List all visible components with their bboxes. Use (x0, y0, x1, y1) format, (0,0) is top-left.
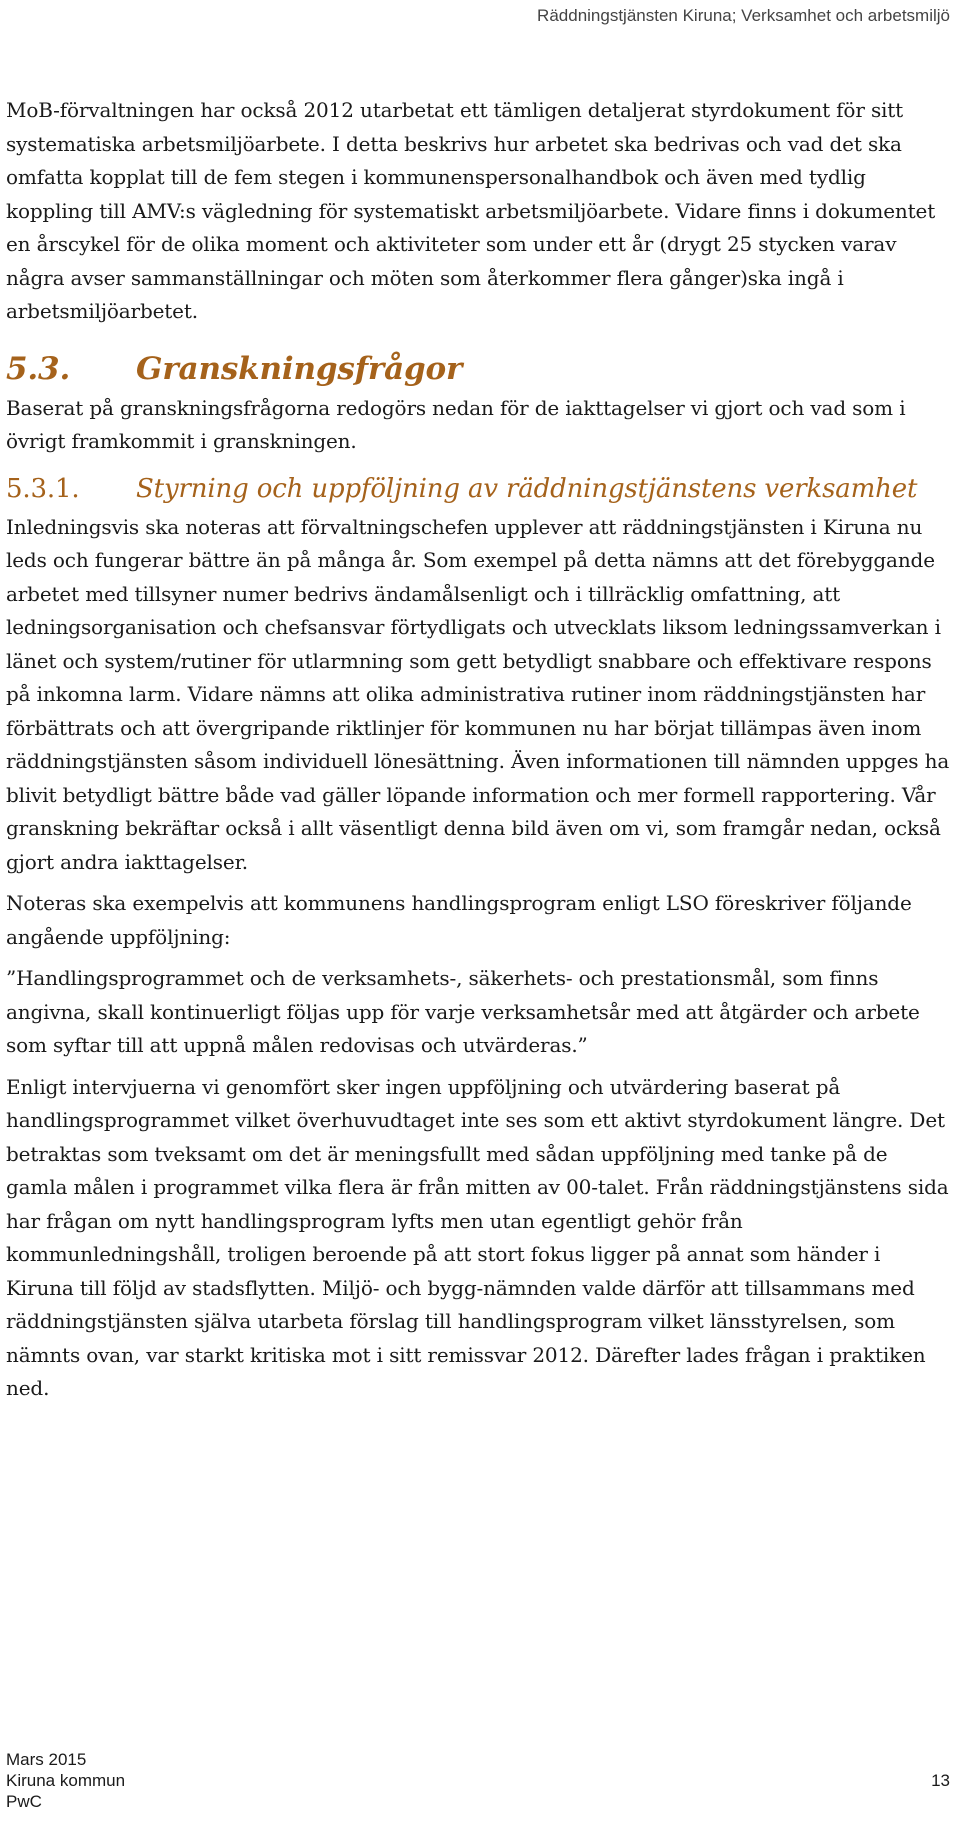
section-paragraph: Baserat på granskningsfrågorna redogörs nedan för de iakttagelser vi gjort och vad som i övrigt framkommit i granskningen. (6, 395, 906, 453)
page-number: 13 (931, 1771, 950, 1790)
footer-date: Mars 2015 (6, 1750, 87, 1769)
section-number: 5.3. (6, 350, 71, 387)
footer-organization: Kiruna kommun (6, 1771, 126, 1790)
intro-paragraph: MoB-förvaltningen har också 2012 utarbetat ett tämligen detaljerat styrdokument för sitt systematiska arbetsmiljöarbete. I detta beskrivs hur arbetet ska bedrivas och vad det ska omfatta kopplat till de fem stegen i kommunenspersonalhandbok och även med tydlig koppling till AMV:s vägledning för systematiskt arbetsmiljöarbete. Vidare finns i dokumentet en årscykel för de olika moment och aktiviteter som under ett år (drygt 25 stycken varav några avser sammanställningar och möten som återkommer flera gånger)ska ingå i arbetsmiljöarbetet. (6, 98, 936, 323)
section-title: Granskningsfrågor (136, 350, 463, 387)
subsection-title: Styrning och uppföljning av räddningstjänstens verksamhet (136, 473, 918, 504)
subsection-paragraph-3: Enligt intervjuerna vi genomfört sker ingen uppföljning och utvärdering baserat på handlingsprogrammet vilket överhuvudtaget inte ses som ett aktivt styrdokument längre. Det betraktas som tveksamt om det är meningsfullt med sådan uppföljning med tanke på de gamla målen i programmet vilka flera är från mitten av 00-talet. Från räddningstjänstens sida har frågan om nytt handlingsprogram lyfts men utan egentligt gehör från kommunledningshåll, troligen beroende på att stort fokus ligger på annat som händer i Kiruna till följd av stadsflytten. Miljö- och bygg-nämnden valde därför att tillsammans med räddningstjänsten själva utarbeta förslag till handlingsprogram vilket länsstyrelsen, som nämnts ovan, var starkt kritiska mot i sitt remissvar 2012. Därefter lades frågan i praktiken ned. (6, 1074, 949, 1400)
subsection-paragraph-2: Noteras ska exempelvis att kommunens handlingsprogram enligt LSO föreskriver följande angående uppföljning: (6, 891, 912, 949)
running-header: Räddningstjänsten Kiruna; Verksamhet och arbetsmiljö (537, 6, 950, 25)
page-content (6, 94, 954, 1406)
subsection-heading (6, 473, 954, 506)
section-heading (6, 349, 954, 389)
footer-info (6, 1749, 125, 1812)
footer-firm: PwC (6, 1792, 42, 1811)
subsection-paragraph-1: Inledningsvis ska noteras att förvaltningschefen upplever att räddningstjänsten i Kiruna nu leds och fungerar bättre än på många år. Som exempel på detta nämns att det förebyggande arbetet med tillsyner numer bedrivs ändamålsenligt och i tillräcklig omfattning, att ledningsorganisation och chefsansvar förtydligats och utvecklats liksom ledningssamverkan i länet och system/rutiner för utlarmning som gett betydligt snabbare och effektivare respons på inkomna larm. Vidare nämns att olika administrativa rutiner inom räddningstjänsten har förbättrats och att övergripande riktlinjer för kommunen nu har börjat tillämpas även inom räddningstjänsten såsom individuell lönesättning. Även informationen till nämnden uppges ha blivit betydligt bättre både vad gäller löpande information och mer formell rapportering. Vår granskning bekräftar också i allt väsentligt denna bild även om vi, som framgår nedan, också gjort andra iakttagelser. (6, 514, 950, 874)
subsection-number: 5.3.1. (6, 473, 80, 504)
page-footer (6, 1749, 950, 1829)
block-quote: ”Handlingsprogrammet och de verksamhets-, säkerhets- och prestationsmål, som finns angivna, skall kontinuerligt följas upp för varje verksamhetsår med att åtgärder och arbete som syftar till att uppnå målen redovisas och utvärderas.” (6, 966, 920, 1057)
